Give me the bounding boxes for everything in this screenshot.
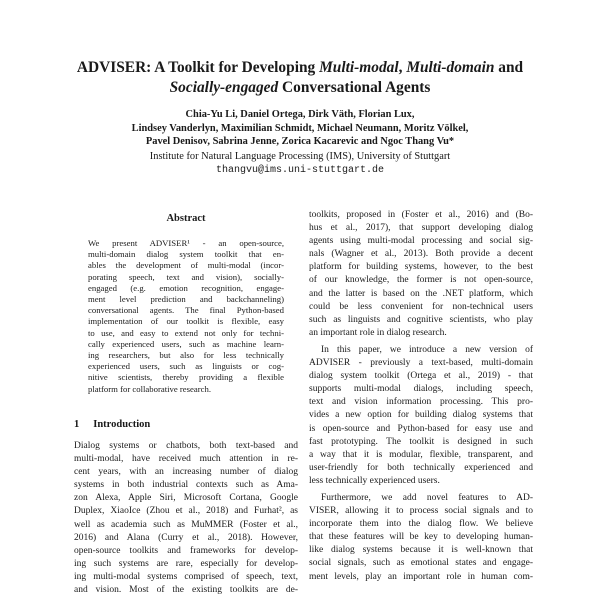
body-line: ADVISER - previously a text-based, multi-domain [309, 358, 533, 369]
abstract-line: We present ADVISER¹ - an open-source, [88, 238, 284, 248]
abstract-line: platform for collaborative research. [88, 383, 212, 394]
body-line: well as academia such as MuMMER (Foster et al., [74, 519, 298, 530]
body-line: less technically experienced users. [309, 475, 440, 486]
abstract-line: ing researchers, but also for less technically [88, 350, 284, 361]
body-line: toolkits, proposed in (Foster et al., 2016) and (Bo- [309, 210, 533, 220]
abstract-line: experienced users, such as linguists or cog- [88, 361, 284, 372]
abstract-line: ables the development of multi-modal (incor- [88, 260, 284, 271]
body-line: Dialog systems or chatbots, both text-based and [74, 441, 298, 451]
body-line: multi-modal, have received much attention in re- [74, 454, 298, 465]
body-line: open-source toolkits and frameworks for develop- [74, 545, 298, 556]
abstract-line: conversational agents. The final Python-based [88, 305, 284, 316]
abstract-body [88, 238, 284, 395]
body-line: cent years, with an increasing number of dialog [74, 467, 298, 478]
paper-title [0, 58, 600, 98]
body-line: 2016) and Alana (Curry et al., 2018). However, [74, 532, 298, 543]
title-text: Socially-engaged [169, 79, 279, 96]
author-email: thangvu@ims.uni-stuttgart.de [215, 164, 385, 176]
abstract-line: nitive scientists, thereby providing a flexible [88, 372, 284, 383]
body-line: supports multi-modal dialogs, including speech, [309, 384, 533, 395]
affiliation [0, 150, 600, 177]
body-line: systems in both industrial contexts such as Ama- [74, 480, 298, 491]
body-line: nals (Wagner et al., 2013). Both provide a decent [309, 249, 533, 260]
body-line: is open-source and Python-based for easy use and [309, 423, 533, 434]
body-line: Duplex, XiaoIce (Zhou et al., 2018) and Furhat², as [74, 506, 298, 517]
body-line: and the latter is based on the .NET platform, which [309, 288, 533, 299]
abstract-line: multi-domain dialog system toolkit that en- [88, 249, 284, 260]
title-line-2 [0, 78, 600, 98]
body-line: platform for building systems, however, to the best [309, 262, 533, 273]
abstract-line: implementation of our toolkit is flexible, easy [88, 316, 284, 327]
abstract-line: cally experienced users, such as machine learn- [88, 338, 284, 349]
section-heading-introduction [74, 419, 164, 430]
abstract-line: porating speech, text and vision), socially- [88, 271, 284, 282]
author-line: Pavel Denisov, Sabrina Jenne, Zorica Kacarevic and Ngoc Thang Vu* [145, 136, 455, 147]
body-line: could be less convenient for non-technical users [309, 301, 533, 312]
body-line: agents using multi-modal processing and social sig- [309, 236, 533, 247]
body-line: like dialog systems because it is well-known that [309, 545, 533, 556]
institute-name: Institute for Natural Language Processing (IMS), University of Stuttgart [149, 151, 451, 162]
section-title: Introduction [93, 419, 151, 430]
title-text: Multi-domain [406, 59, 495, 76]
right-column-body [309, 209, 533, 584]
abstract-line: ment level prediction and backchanneling) [88, 294, 284, 305]
title-line-1 [0, 58, 600, 78]
author-line: Lindsey Vanderlyn, Maximilian Schmidt, Michael Neumann, Moritz Völkel, [131, 122, 469, 134]
body-line: vides a new option for building dialog systems that [309, 410, 533, 421]
abstract-line: to use, and easy to extend not only for techni- [88, 327, 284, 338]
body-line: ing multi-modal systems comprised of speech, text, [74, 571, 298, 582]
body-line: text and vision information processing. This pro- [309, 397, 533, 408]
body-line: dialog system toolkit (Ortega et al., 2019) - that [309, 371, 533, 382]
body-line: that these features will be key to developing human- [309, 532, 533, 543]
body-line: ing such systems are rare, especially for develop- [74, 558, 298, 569]
body-line: and vision. Most of the existing toolkits are de- [74, 585, 298, 596]
author-line: Chia-Yu Li, Daniel Ortega, Dirk Väth, Florian Lux, [185, 109, 415, 120]
body-line: In this paper, we introduce a new version of [321, 344, 533, 355]
body-line: social signals, such as emotional states and engage- [309, 558, 533, 569]
abstract-line: engaged (e.g. emotion recognition, engage- [88, 282, 284, 293]
body-line: ment levels, play an important role in human com- [309, 571, 533, 582]
body-line: Furthermore, we add novel features to AD- [321, 492, 533, 503]
title-text: ADVISER: A Toolkit for Developing [76, 59, 320, 76]
body-line: incorporate them into the dialog flow. We believe [309, 519, 533, 530]
introduction-body [74, 440, 298, 597]
body-line: an important role in dialog research. [309, 327, 447, 338]
body-line: of our knowledge, the former is not open-source, [309, 275, 533, 286]
body-line: such as linguists and cognitive scientists, who play [309, 314, 533, 325]
body-line: user-friendly for both technically experienced and [309, 462, 533, 473]
author-list [0, 108, 600, 149]
title-text: , [398, 59, 407, 76]
abstract-heading: Abstract [166, 213, 206, 224]
body-line: fast prototyping. The toolkit is designed in such [309, 436, 533, 447]
section-number: 1 [74, 419, 80, 430]
title-text: Multi-modal [319, 59, 399, 76]
body-line: a way that it is modular, flexible, transparent, and [309, 449, 533, 460]
body-line: zon Alexa, Apple Siri, Microsoft Cortana, Google [74, 493, 298, 504]
title-text: and [494, 59, 524, 76]
body-line: hus et al., 2017), that support developing dialog [309, 223, 533, 234]
body-line: VISER, allowing it to process social signals and to [309, 506, 533, 517]
title-text: Conversational Agents [278, 79, 431, 96]
